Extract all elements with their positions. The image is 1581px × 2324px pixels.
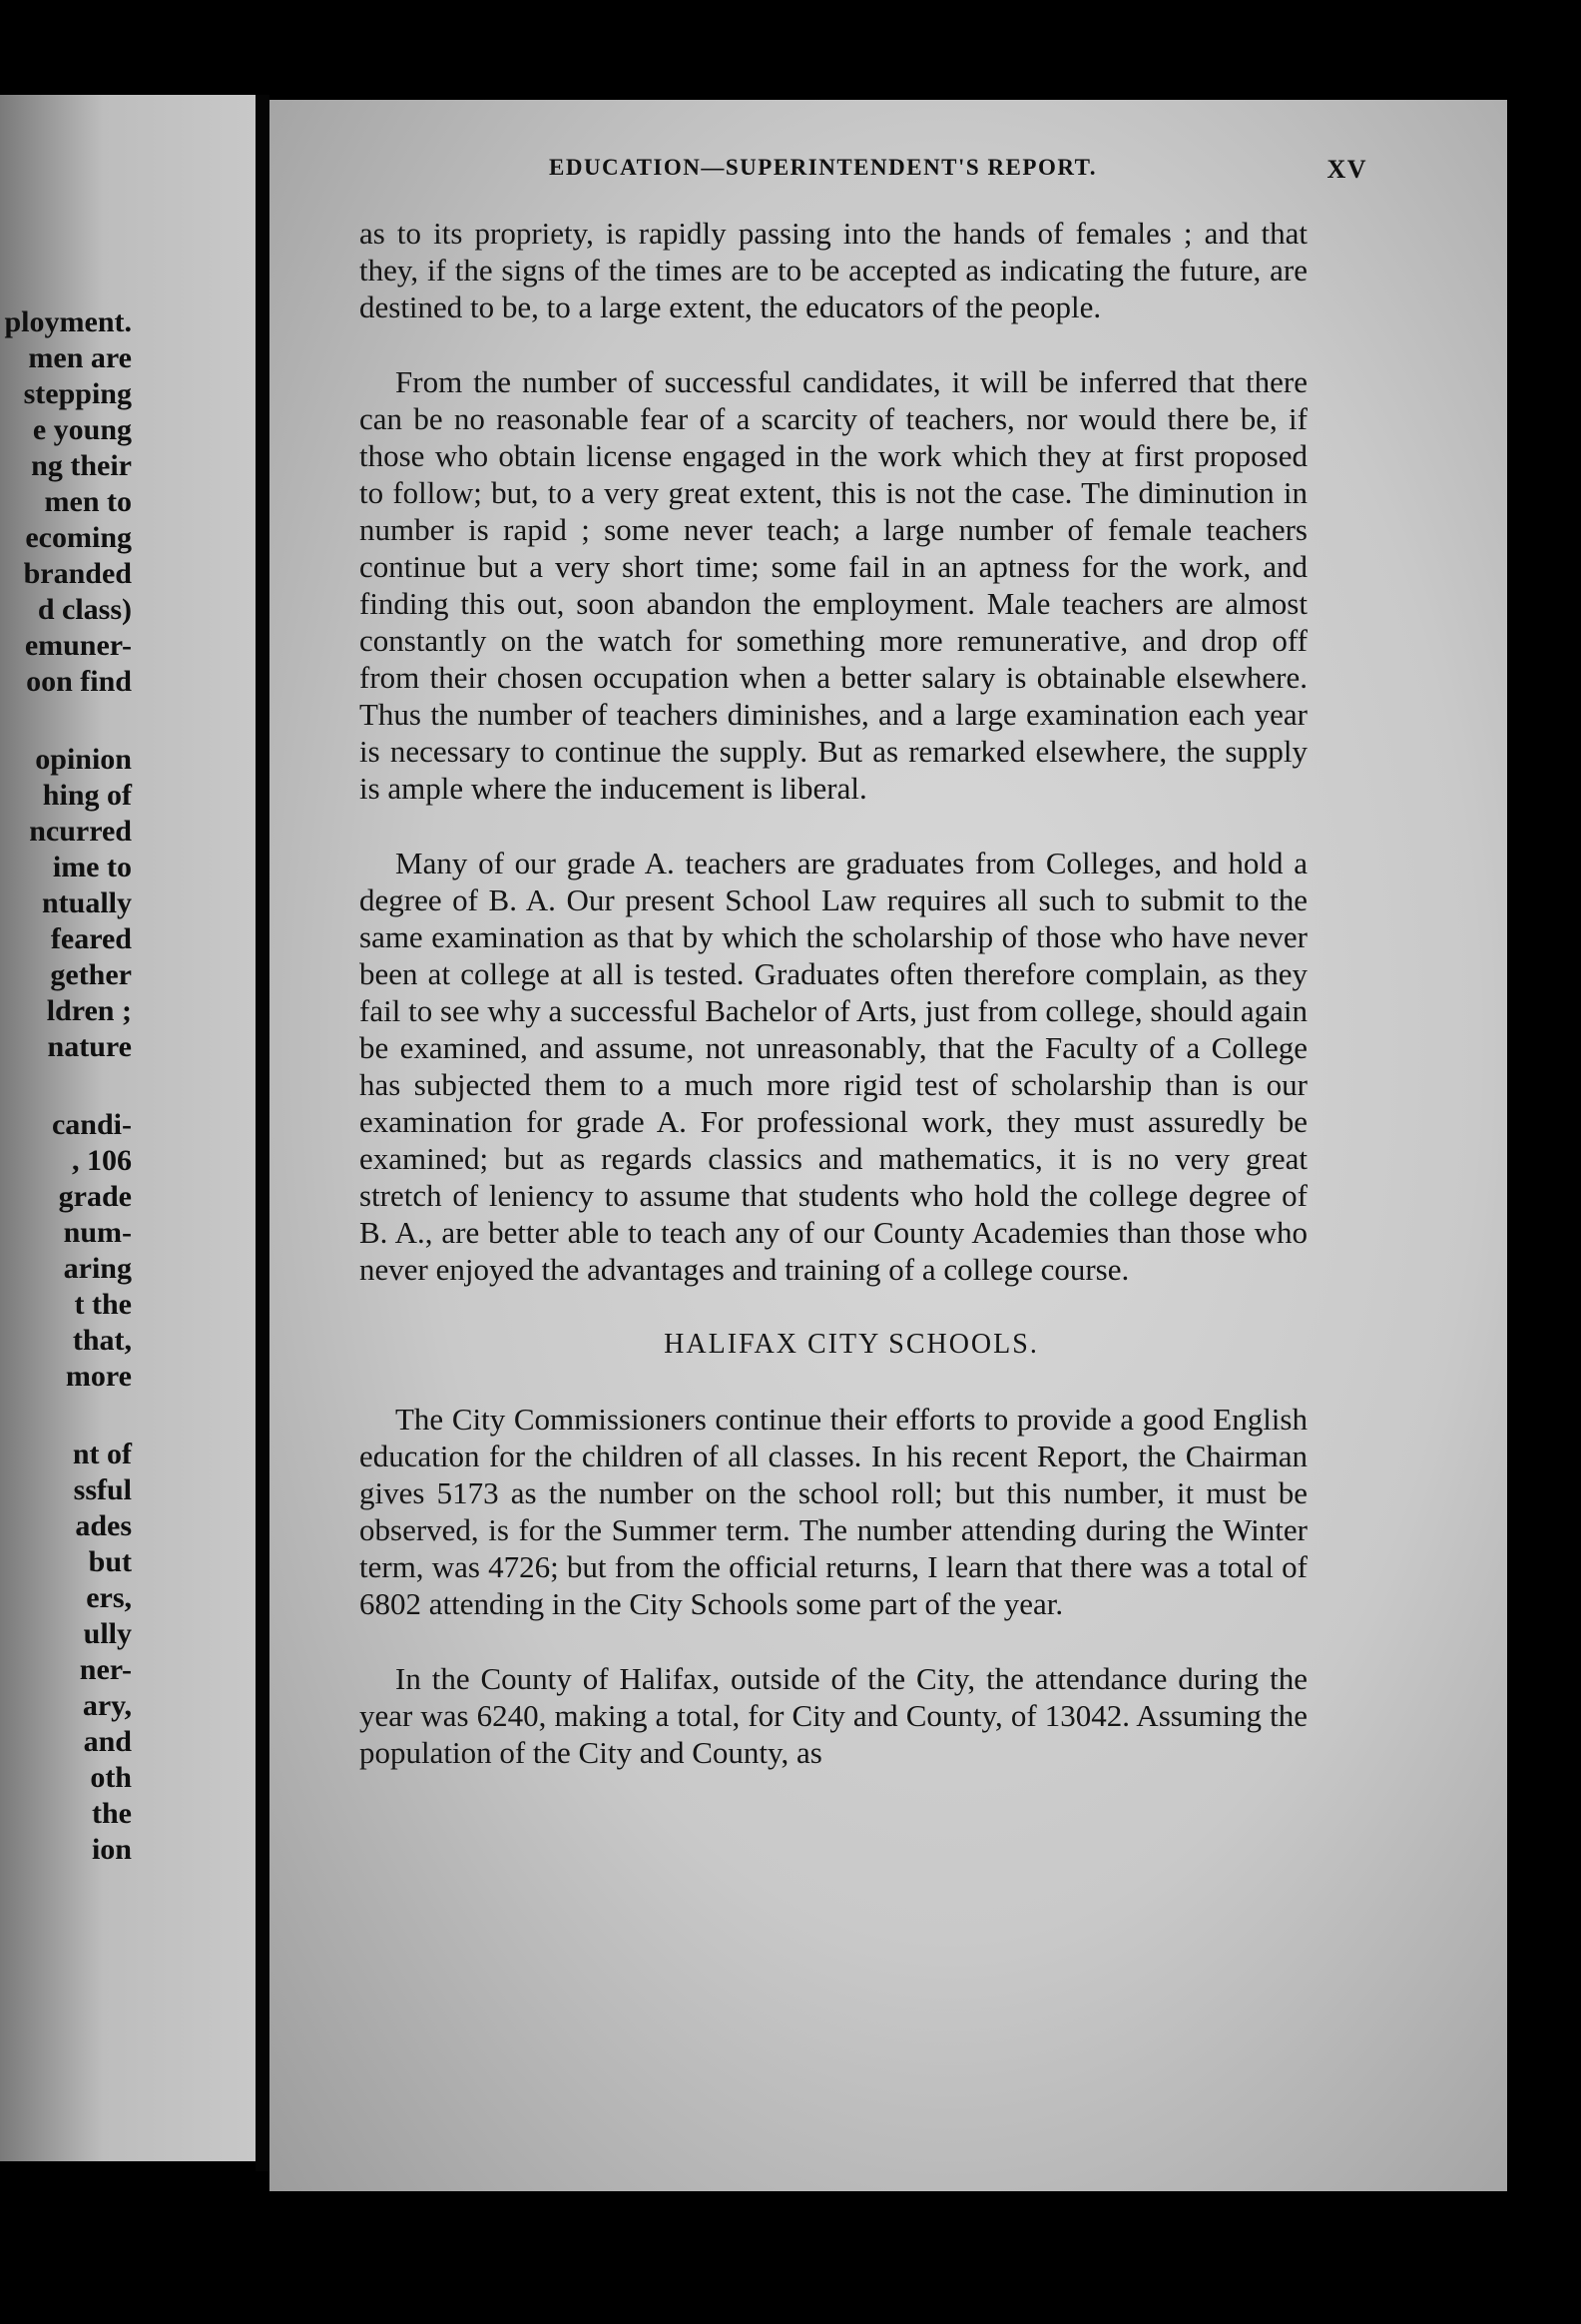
line-gap (5, 1395, 133, 1437)
fragment-line: feared (50, 922, 132, 955)
document-page (269, 100, 1507, 2196)
line-gap (5, 700, 133, 742)
fragment-line: ldren ; (46, 994, 132, 1027)
fragment-line: opinion (35, 743, 132, 776)
fragment-line: ssful (73, 1473, 132, 1506)
fragment-line: the (92, 1797, 132, 1830)
fragment-line: ployment. (4, 305, 132, 338)
facing-page-fragment (0, 95, 258, 2161)
fragment-line: emuner- (24, 629, 132, 662)
paragraph: In the County of Halifax, outside of the City, the attendance during the year was 6240, making a total, for City and County, of 13042. Assuming the population of the City and County, as (359, 1661, 1308, 1770)
fragment-line: nature (47, 1030, 132, 1063)
facing-page-text (5, 304, 133, 1868)
fragment-line: that, (72, 1324, 132, 1357)
page-body (359, 215, 1308, 1809)
fragment-line: aring (63, 1252, 132, 1285)
fragment-line: and (83, 1725, 132, 1758)
paragraph: The City Commissioners continue their efforts to provide a good English education for the children of all classes. In his recent Report, the Chairman gives 5173 as the number on the school roll; but this number, it must be observed, is for the Summer term. The number attending during the Winter term, was 4726; but from the official returns, I learn that there was a total of 6802 attending in the City Schools some part of the year. (359, 1402, 1308, 1621)
fragment-line: num- (63, 1216, 132, 1249)
paragraph: Many of our grade A. teachers are graduates from Colleges, and hold a degree of B. A. Our present School Law requires all such to submit to the same examination as that by which the scholarship of those who have never been at college at all is tested. Graduates often therefore complain, as they fail to see why a successful Bachelor of Arts, just from college, should again be examined, and assume, not unreasonably, that the Faculty of a College has subjected them to a much more rigid test of scholarship than is our examination for grade A. For professional work, they must assuredly be examined; but as regards classics and mathematics, it is no very great stretch of leniency to assume that students who hold the college degree of B. A., are better able to teach any of our County Academies than those who never enjoyed the advantages and training of a college course. (359, 846, 1308, 1287)
paragraph: From the number of successful candidates, it will be inferred that there can be no reasonable fear of a scarcity of teachers, nor would there be, if those who obtain license engaged in the work which they at first proposed to follow; but, to a very great extent, this is not the case. The diminution in number is rapid ; some never teach; a large number of female teachers continue but a very short time; some fail in an aptness for the work, and finding this out, soon abandon the employment. Male teachers are almost constantly on the watch for something more remunerative, and drop off from their chosen occupation when a better salary is obtainable elsewhere. Thus the number of teachers diminishes, and a large examination each year is necessary to continue the supply. But as remarked elsewhere, the supply is ample where the inducement is liberal. (359, 364, 1308, 806)
page-number: XV (1326, 155, 1367, 184)
fragment-line: ary, (82, 1689, 132, 1722)
fragment-line: stepping (23, 377, 132, 410)
section-heading: HALIFAX CITY SCHOOLS. (664, 1329, 1039, 1360)
running-header (549, 155, 1367, 185)
fragment-line: ades (75, 1509, 132, 1542)
fragment-line: d class) (37, 593, 132, 626)
fragment-line: ner- (79, 1653, 132, 1686)
paragraph: as to its propriety, is rapidly passing into the hands of females ; and that they, if the signs of the times are to be accepted as indicating the future, are destined to be, to a large extent, the educators of the people. (359, 216, 1308, 324)
fragment-line: hing of (42, 779, 132, 812)
fragment-line: grade (58, 1180, 132, 1213)
fragment-line: ime to (52, 851, 132, 883)
fragment-line: oon find (26, 665, 132, 698)
fragment-line: ion (91, 1833, 132, 1866)
fragment-line: ntually (41, 886, 132, 919)
fragment-line: oth (90, 1761, 132, 1794)
fragment-line: ng their (31, 449, 132, 482)
fragment-line: more (65, 1360, 132, 1393)
fragment-line: gether (50, 958, 132, 991)
fragment-line: ecoming (25, 521, 132, 554)
scan-border (1507, 100, 1581, 2324)
fragment-line: men are (28, 341, 132, 374)
fragment-line: e young (32, 413, 132, 446)
line-gap (5, 1065, 133, 1107)
fragment-line: ncurred (29, 815, 132, 848)
fragment-line: ully (83, 1617, 132, 1650)
fragment-line: candi- (51, 1108, 132, 1141)
fragment-line: nt of (72, 1438, 132, 1470)
fragment-line: but (88, 1545, 132, 1578)
fragment-line: ers, (86, 1581, 132, 1614)
header-title: EDUCATION—SUPERINTENDENT'S REPORT. (549, 155, 1098, 180)
scan-border (200, 2191, 1581, 2324)
fragment-line: t the (74, 1288, 132, 1321)
fragment-line: , 106 (72, 1144, 132, 1177)
book-gutter (256, 95, 269, 2171)
fragment-line: branded (23, 557, 132, 590)
fragment-line: men to (44, 485, 132, 518)
